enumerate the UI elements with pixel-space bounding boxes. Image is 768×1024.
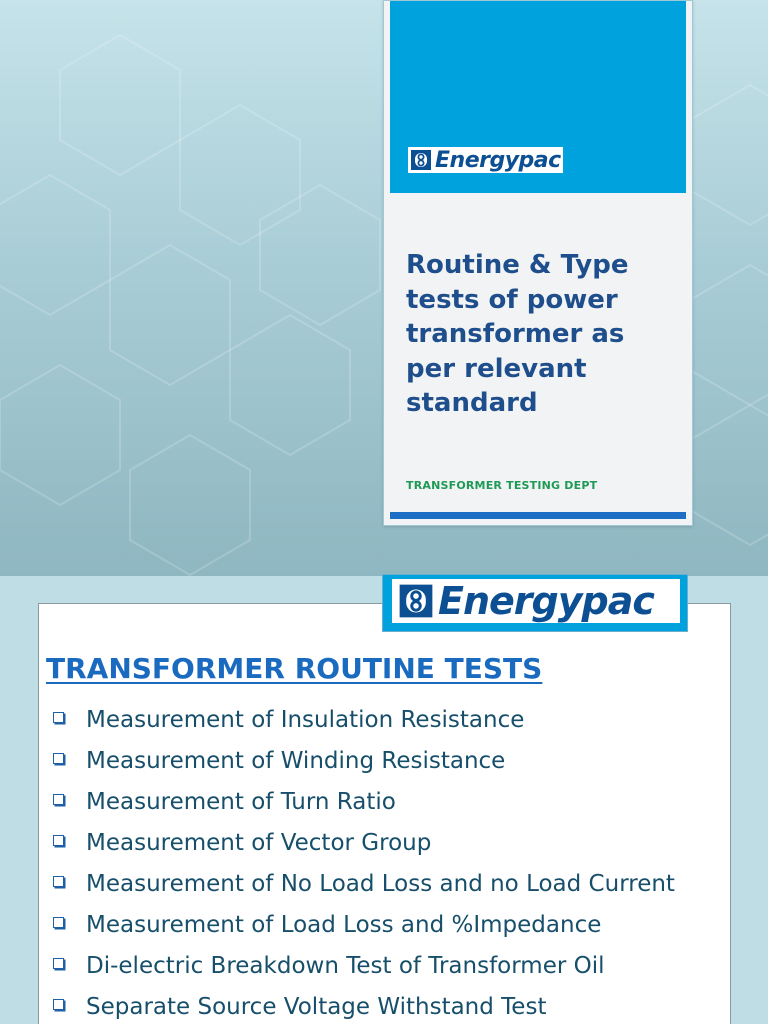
list-item-label: Measurement of Winding Resistance — [86, 748, 506, 774]
energypac-logo — [408, 147, 563, 173]
title-card — [383, 0, 693, 526]
department-subtitle: TRANSFORMER TESTING DEPT — [406, 479, 598, 492]
energypac-logo-mark-icon — [398, 583, 434, 619]
square-bullet-icon — [53, 712, 64, 723]
energypac-logo-mark-icon — [410, 149, 432, 171]
square-bullet-icon — [53, 999, 64, 1010]
list-item-label: Measurement of Turn Ratio — [86, 789, 396, 815]
square-bullet-icon — [53, 958, 64, 969]
card-accent-bar — [390, 512, 686, 519]
presentation-title: Routine & Type tests of power transformer as per relevant standard — [406, 250, 629, 418]
energypac-logo-large — [392, 579, 680, 623]
square-bullet-icon — [53, 876, 64, 887]
square-bullet-icon — [53, 753, 64, 764]
routine-tests-slide — [0, 576, 768, 1024]
list-item-label: Measurement of Insulation Resistance — [86, 707, 525, 733]
logo-text: Energypac — [438, 579, 654, 623]
list-item-label: Di-electric Breakdown Test of Transformer Oil — [86, 953, 605, 979]
logo-frame — [382, 574, 688, 632]
square-bullet-icon — [53, 917, 64, 928]
card-header-band — [390, 1, 686, 193]
list-item-label: Measurement of No Load Loss and no Load Current — [86, 871, 675, 897]
list-item-label: Separate Source Voltage Withstand Test — [86, 994, 547, 1020]
square-bullet-icon — [53, 835, 64, 846]
section-heading: TRANSFORMER ROUTINE TESTS — [46, 652, 543, 685]
square-bullet-icon — [53, 794, 64, 805]
logo-text: Energypac — [435, 147, 561, 173]
list-item-label: Measurement of Load Loss and %Impedance — [86, 912, 602, 938]
list-item-label: Measurement of Vector Group — [86, 830, 432, 856]
